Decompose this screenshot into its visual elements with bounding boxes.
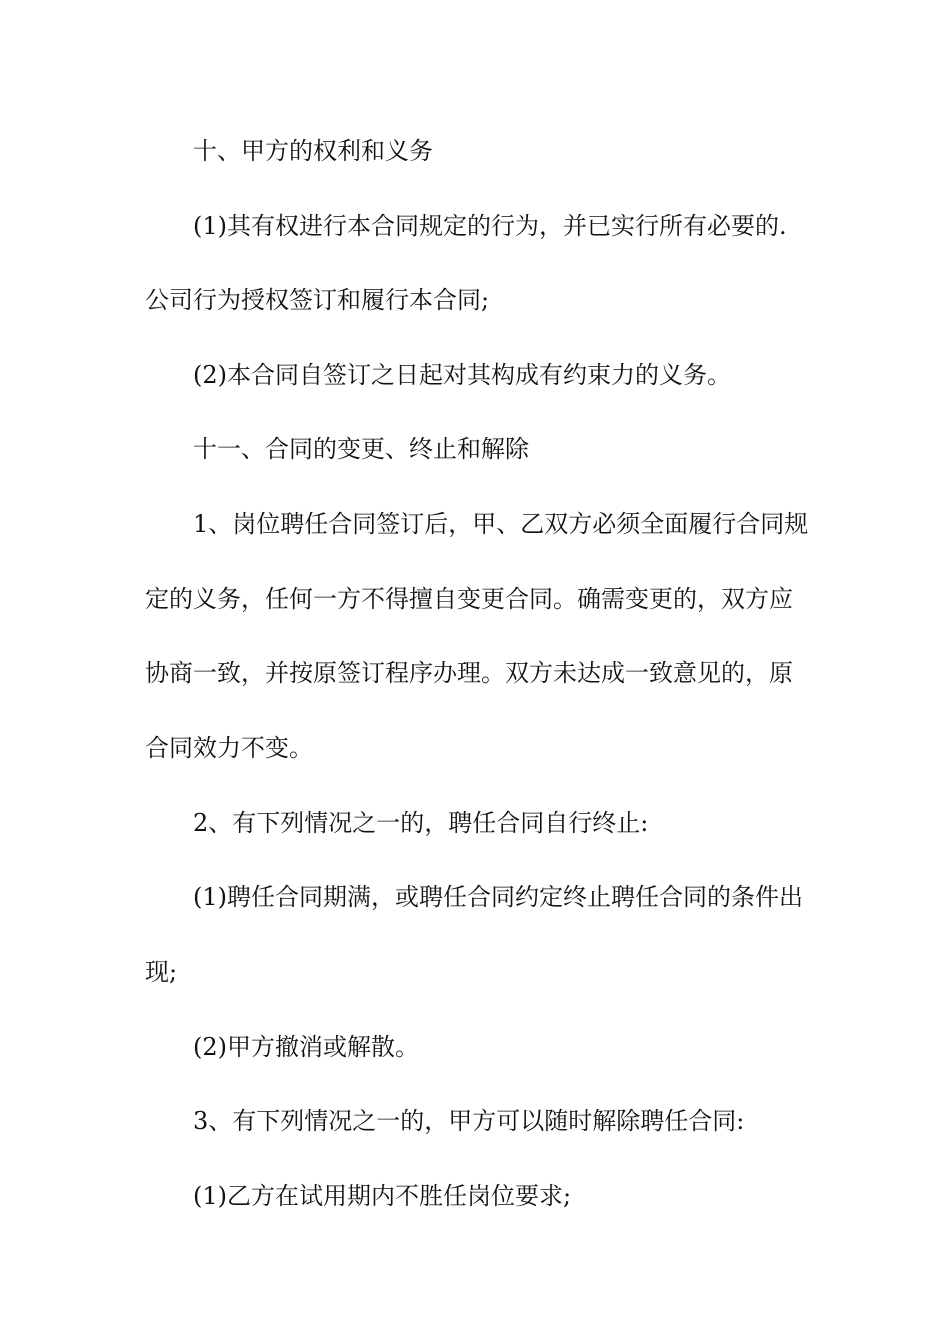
paragraph-line: (1)聘任合同期满，或聘任合同约定终止聘任合同的条件出: [193, 883, 803, 911]
paragraph-line: 合同效力不变。: [145, 734, 313, 762]
paragraph-line: 定的义务，任何一方不得擅自变更合同。确需变更的，双方应: [145, 585, 793, 613]
paragraph-line: (2)甲方撤消或解散。: [193, 1033, 419, 1061]
paragraph-line: 3、有下列情况之一的，甲方可以随时解除聘任合同:: [193, 1107, 745, 1135]
paragraph-line: (1)乙方在试用期内不胜任岗位要求;: [193, 1182, 572, 1210]
paragraph-line: 1、岗位聘任合同签订后，甲、乙双方必须全面履行合同规: [193, 510, 809, 538]
paragraph-line: (2)本合同自签订之日起对其构成有约束力的义务。: [193, 361, 731, 389]
paragraph-line: (1)其有权进行本合同规定的行为，并已实行所有必要的.: [193, 212, 787, 240]
paragraph-line: 协商一致，并按原签订程序办理。双方未达成一致意见的，原: [145, 659, 793, 687]
paragraph-line: 现;: [145, 958, 178, 986]
section-heading-11: 十一、合同的变更、终止和解除: [193, 435, 529, 463]
section-heading-10: 十、甲方的权利和义务: [193, 137, 433, 165]
paragraph-line: 公司行为授权签订和履行本合同;: [145, 286, 490, 314]
paragraph-line: 2、有下列情况之一的，聘任合同自行终止:: [193, 809, 649, 837]
